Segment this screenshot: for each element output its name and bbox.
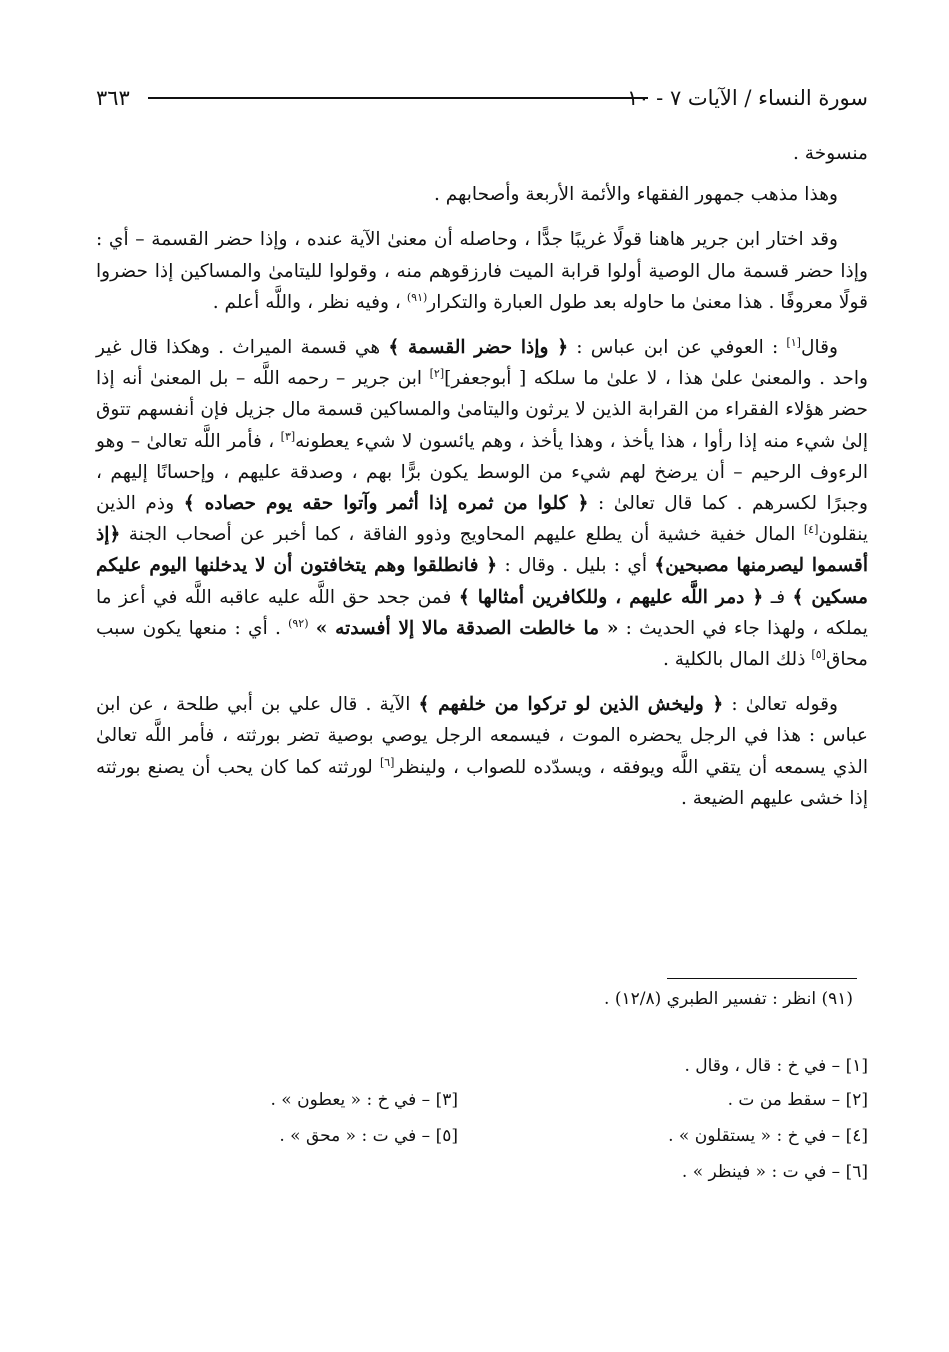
variant-note-1: [١] – في خ : قال ، وقال . <box>684 1056 868 1076</box>
paragraph-ibn-jarir <box>96 224 868 318</box>
text-span: الآية . قال علي بن أبي طلحة ، عن ابن عباس : هذا في الرجل يحضره الموت ، فيسمعه الرجل يوصي بوصية تضر بورثته ، فأمر اللَّه تعالىٰ الذي يسمعه أن يتقي اللَّه ويوفقه ، ويسدّده للصواب ، ولينظر <box>96 694 868 778</box>
footnote-rule <box>667 978 857 979</box>
paragraph-madhab <box>96 179 868 210</box>
variant-ref: [٣] <box>280 429 296 443</box>
variant-note-5: [٥] – في ت : « محق » . <box>279 1126 458 1146</box>
paragraph-awfi <box>96 332 868 675</box>
variant-ref: [٤] <box>803 523 819 537</box>
footnote-91: (٩١) انظر : تفسير الطبري (١٢/٨) . <box>604 989 853 1009</box>
variant-ref: [٢] <box>429 367 445 381</box>
quran-quote: ﴿ فانطلقوا وهم يتخافتون أن لا يدخلنها اليوم عليكم مسكين ﴾ <box>96 555 868 608</box>
text-span: : العوفي عن ابن عباس : <box>568 337 787 359</box>
text-span: منسوخة . <box>792 143 868 164</box>
main-text <box>96 138 868 814</box>
text-span <box>309 618 316 639</box>
footnote-ref: (٩١) <box>406 290 428 304</box>
page-number: ٣٦٣ <box>96 86 130 110</box>
variant-note-6: [٦] – في ت : « فينظر » . <box>681 1162 868 1182</box>
hadith-quote: « ما خالطت الصدقة مالا إلا أفسدته » <box>315 617 619 639</box>
quran-quote: ﴿إذ أقسموا ليصرمنها مصبحين﴾ <box>96 524 868 577</box>
quran-quote: ﴿ دمر اللَّه عليهم ، وللكافرين أمثالها ﴾ <box>458 586 764 608</box>
text-span: ابن جرير – رحمه اللَّه – بل المعنىٰ أنه إذا حضر هؤلاء الفقراء من القرابة الذين لا يرثون واليتامىٰ والمساكين قسمة مال جزيل فإن أنفسهم تتوق إلىٰ شيء منه إذا رأوا ، هذا يأخذ ، وهذا يأخذ ، وهم يائسون لا شيء يعطونه <box>96 368 868 452</box>
text-span: . أي : منعها يكون سبب محاق <box>96 617 868 671</box>
text-span: ، فأمر اللَّه تعالىٰ – وهو الرءوف الرحيم – أن يرضخ لهم شيء من الوسط يكون برًّا بهم ، وصدقة عليهم ، وإحسانًا إليهم ، وجبرًا لكسرهم . كما قال تعالىٰ : <box>96 430 868 515</box>
text-span: ، وفيه نظر ، واللَّه أعلم . <box>212 291 407 313</box>
variant-notes <box>96 1050 868 1200</box>
text-span: فـ <box>763 586 793 608</box>
text-span: وقوله تعالىٰ : <box>723 694 838 716</box>
variant-note-4: [٤] – في خ : « يستقلون » . <box>668 1126 868 1146</box>
text-span: ذلك المال بالكلية . <box>662 649 812 671</box>
text-span: المال خفية خشية أن يطلع عليهم المحاويج وذوو الفاقة ، كما أخبر عن أصحاب الجنة <box>120 524 804 546</box>
variant-ref: [١] <box>786 335 801 349</box>
text-span: وقال <box>800 337 838 359</box>
text-span: أي : بليل . وقال : <box>497 555 655 577</box>
chapter-title: سورة النساء / الآيات ٧ - ١٠ <box>626 86 868 110</box>
header-rule <box>148 97 648 99</box>
quran-quote: ﴿ كلوا من ثمره إذا أثمر وآتوا حقه يوم حصاده ﴾ <box>183 493 589 515</box>
text-span: هي قسمة الميراث . وهكذا قال غير واحد . والمعنىٰ علىٰ هذا ، لا علىٰ ما سلكه [ أبوجعفر] <box>96 337 868 390</box>
text-span: وقد اختار ابن جرير هاهنا قولًا غريبًا جدًّا ، وحاصله أن معنىٰ الآية عنده ، وإذا حضر القسمة – أي : وإذا حضر قسمة مال الوصية أولوا قرابة الميت فارزقوهم منه ، وقولوا لليتامىٰ والمساكين إذا حضروا قولًا معروفًا . هذا معنىٰ ما حاوله بعد طول العبارة والتكرار <box>96 229 868 313</box>
text-span: وهذا مذهب جمهور الفقهاء والأئمة الأربعة وأصحابهم . <box>433 184 838 206</box>
variant-note-2: [٢] – سقط من ت . <box>727 1090 868 1110</box>
text-span: فمن جحد حق اللَّه عليه عاقبه اللَّه في أعز ما يملكه ، ولهذا جاء في الحديث : <box>96 586 868 639</box>
running-head <box>96 84 868 112</box>
text-span: وذم الذين ينقلون <box>96 493 868 546</box>
variant-note-3: [٣] – في خ : « يعطون » . <box>270 1090 458 1110</box>
paragraph-walyakhsha <box>96 689 868 814</box>
paragraph-continuation <box>96 138 868 169</box>
quran-quote: ﴿ وإذا حضر القسمة ﴾ <box>388 337 569 359</box>
text-span: لورثته كما كان يحب أن يصنع بورثته إذا خشى عليهم الضيعة . <box>96 756 868 809</box>
footnote-ref: (٩٢) <box>288 616 309 630</box>
quran-quote: ﴿ وليخش الذين لو تركوا من خلفهم ﴾ <box>418 694 724 716</box>
variant-ref: [٥] <box>811 647 826 661</box>
variant-ref: [٦] <box>379 755 395 769</box>
